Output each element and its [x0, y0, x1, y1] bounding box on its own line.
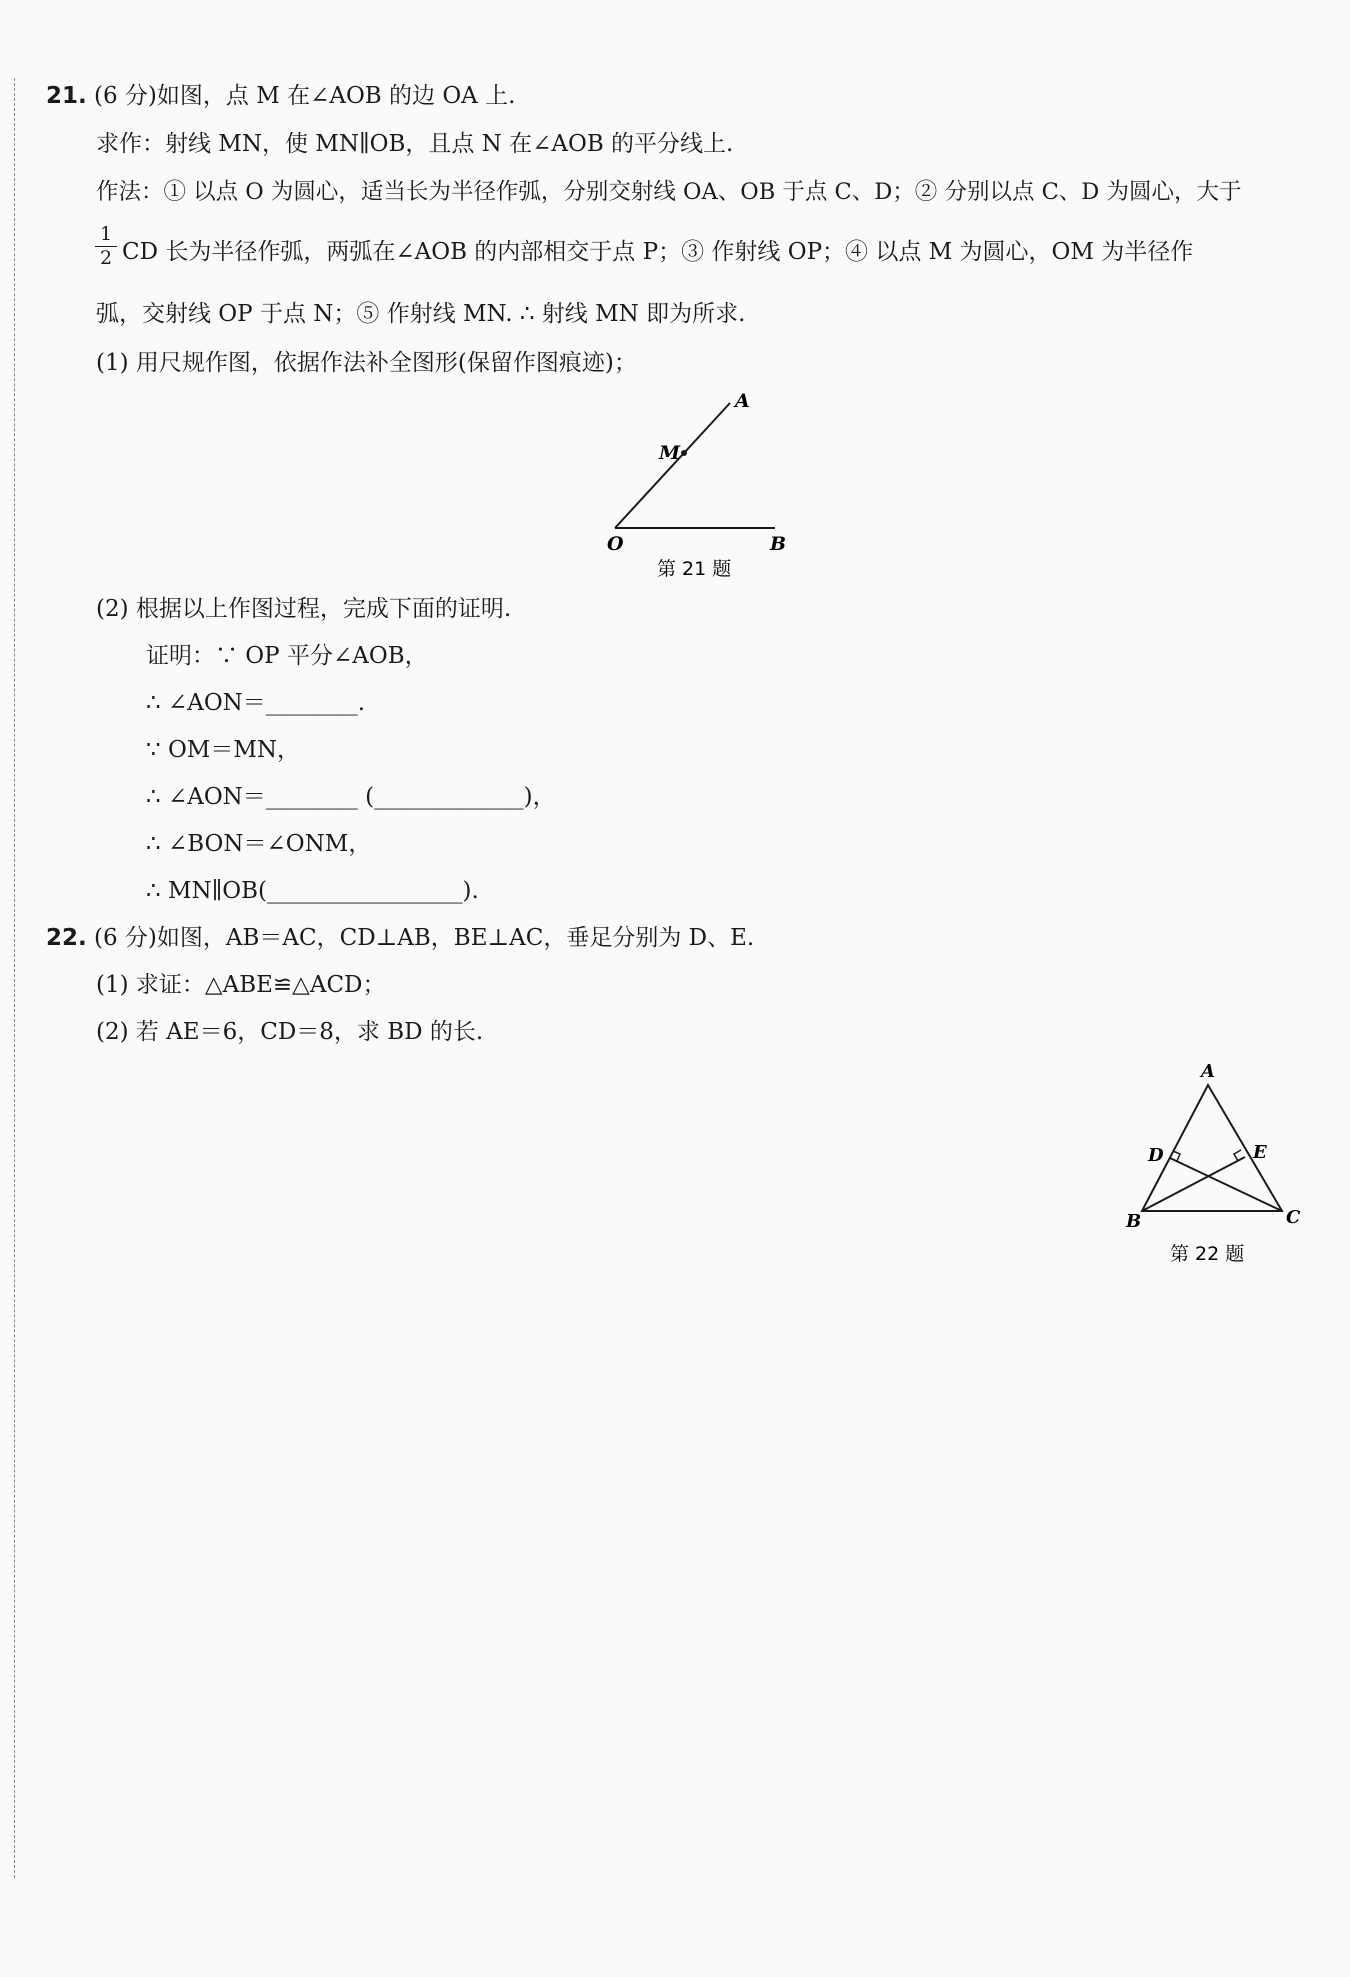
label-b: B	[1126, 1211, 1142, 1232]
label-b: B	[770, 533, 787, 555]
q21-intro: (6 分)如图，点 M 在∠AOB 的边 OA 上.	[94, 83, 516, 109]
proof-line-1: 证明：∵ OP 平分∠AOB，	[146, 643, 428, 669]
label-d: D	[1148, 1145, 1164, 1166]
proof-line-6: ∴ MN∥OB(_________________).	[146, 878, 479, 904]
label-e: E	[1253, 1142, 1267, 1163]
ray-oa	[615, 403, 730, 528]
fraction-numerator: 1	[95, 225, 117, 247]
binding-margin-line	[14, 78, 15, 1878]
q21-figure	[595, 385, 805, 585]
q21-figure-caption: 第 21 题	[657, 558, 732, 580]
proof-line-2: ∴ ∠AON＝________.	[146, 690, 366, 716]
label-a: A	[735, 390, 750, 412]
q21-method-line2: CD 长为半径作弧，两弧在∠AOB 的内部相交于点 P；③ 作射线 OP；④ 以点 M 为圆心，OM 为半径作	[122, 239, 1194, 265]
label-m: M	[659, 442, 681, 464]
q22-figure-caption: 第 22 题	[1170, 1243, 1245, 1265]
label-o: O	[607, 533, 624, 555]
proof-line-3: ∵ OM＝MN，	[146, 737, 301, 763]
q21-part1: (1) 用尺规作图，依据作法补全图形(保留作图痕迹)；	[96, 350, 637, 376]
q21-number: 21.	[46, 83, 87, 109]
proof-line-4: ∴ ∠AON＝________ (_____________)，	[146, 784, 556, 810]
q22-part1: (1) 求证：△ABE≌△ACD；	[96, 972, 386, 998]
q21-fraction-half	[95, 225, 117, 268]
point-m	[681, 450, 687, 456]
q21-method-line3: 弧，交射线 OP 于点 N；⑤ 作射线 MN. ∴ 射线 MN 即为所求.	[96, 301, 746, 327]
q22-intro: (6 分)如图，AB＝AC，CD⊥AB，BE⊥AC，垂足分别为 D、E.	[94, 925, 755, 951]
label-c: C	[1286, 1207, 1301, 1228]
label-a: A	[1201, 1061, 1215, 1082]
q22-number: 22.	[46, 925, 87, 951]
q21-part2: (2) 根据以上作图过程，完成下面的证明.	[96, 596, 512, 622]
fraction-denominator: 2	[99, 247, 113, 269]
proof-line-5: ∴ ∠BON＝∠ONM，	[146, 831, 372, 857]
q21-method-line1: 作法：① 以点 O 为圆心，适当长为半径作弧，分别交射线 OA、OB 于点 C、D；② 分别以点 C、D 为圆心，大于	[96, 179, 1242, 205]
q21-task: 求作：射线 MN，使 MN∥OB，且点 N 在∠AOB 的平分线上.	[96, 131, 734, 157]
q22-part2: (2) 若 AE＝6，CD＝8，求 BD 的长.	[96, 1019, 484, 1045]
q22-figure	[1110, 1055, 1310, 1275]
